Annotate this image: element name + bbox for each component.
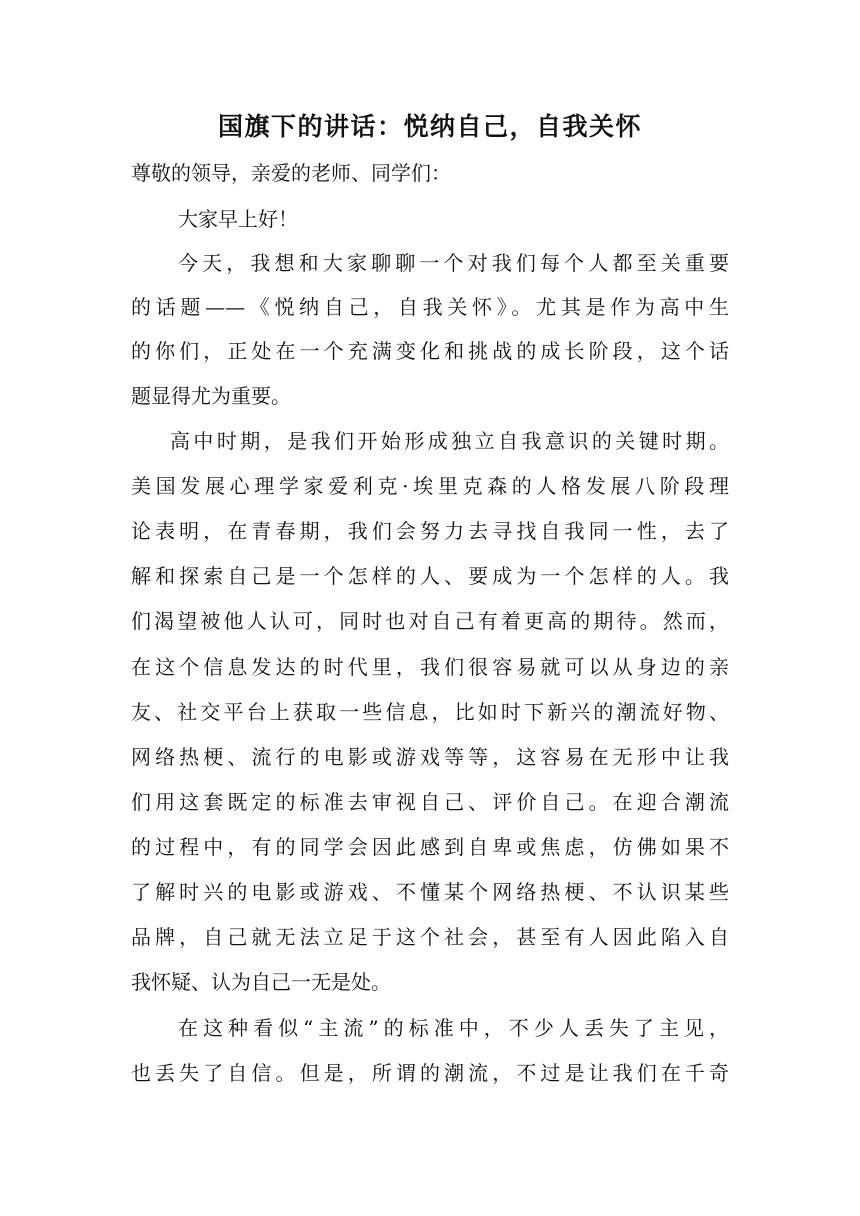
paragraph-2-line-2: 美国发展心理学家爱利克·埃里克森的人格发展八阶段理 xyxy=(131,474,729,498)
paragraph-2-line-6: 在这个信息发达的时代里，我们很容易就可以从身边的亲 xyxy=(131,655,729,679)
paragraph-3-line-2: 也丢失了自信。但是，所谓的潮流，不过是让我们在千奇 xyxy=(131,1061,729,1085)
paragraph-2-line-10: 的过程中，有的同学会因此感到自卑或焦虑，仿佛如果不 xyxy=(131,835,729,859)
paragraph-2-line-13: 我怀疑、认为自己一无是处。 xyxy=(131,970,391,994)
paragraph-1-line-3: 的你们，正处在一个充满变化和挑战的成长阶段，这个话 xyxy=(131,339,729,363)
paragraph-2-line-3: 论表明，在青春期，我们会努力去寻找自我同一性，去了 xyxy=(131,519,729,543)
salutation-line: 尊敬的领导，亲爱的老师、同学们： xyxy=(131,161,451,185)
paragraph-1-line-1: 今天，我想和大家聊聊一个对我们每个人都至关重要 xyxy=(178,251,729,275)
paragraph-1-line-2: 的话题——《悦纳自己，自我关怀》。尤其是作为高中生 xyxy=(131,295,729,319)
paragraph-2-line-8: 网络热梗、流行的电影或游戏等等，这容易在无形中让我 xyxy=(131,745,729,769)
paragraph-2-line-11: 了解时兴的电影或游戏、不懂某个网络热梗、不认识某些 xyxy=(131,880,729,904)
paragraph-2-line-7: 友、社交平台上获取一些信息，比如时下新兴的潮流好物、 xyxy=(131,700,729,724)
paragraph-3-line-1: 在这种看似“主流”的标准中，不少人丢失了主见， xyxy=(178,1016,729,1040)
paragraph-1-line-4: 题显得尤为重要。 xyxy=(131,384,291,408)
paragraph-2-line-9: 们用这套既定的标准去审视自己、评价自己。在迎合潮流 xyxy=(131,790,729,814)
greeting-line: 大家早上好！ xyxy=(178,207,298,231)
paragraph-2-line-4: 解和探索自己是一个怎样的人、要成为一个怎样的人。我 xyxy=(131,564,729,588)
document-title: 国旗下的讲话：悦纳自己，自我关怀 xyxy=(217,112,642,141)
paragraph-2-line-1: 高中时期，是我们开始形成独立自我意识的关键时期。 xyxy=(170,429,729,453)
paragraph-2-line-12: 品牌，自己就无法立足于这个社会，甚至有人因此陷入自 xyxy=(131,925,729,949)
paragraph-2-line-5: 们渴望被他人认可，同时也对自己有着更高的期待。然而， xyxy=(131,609,729,633)
